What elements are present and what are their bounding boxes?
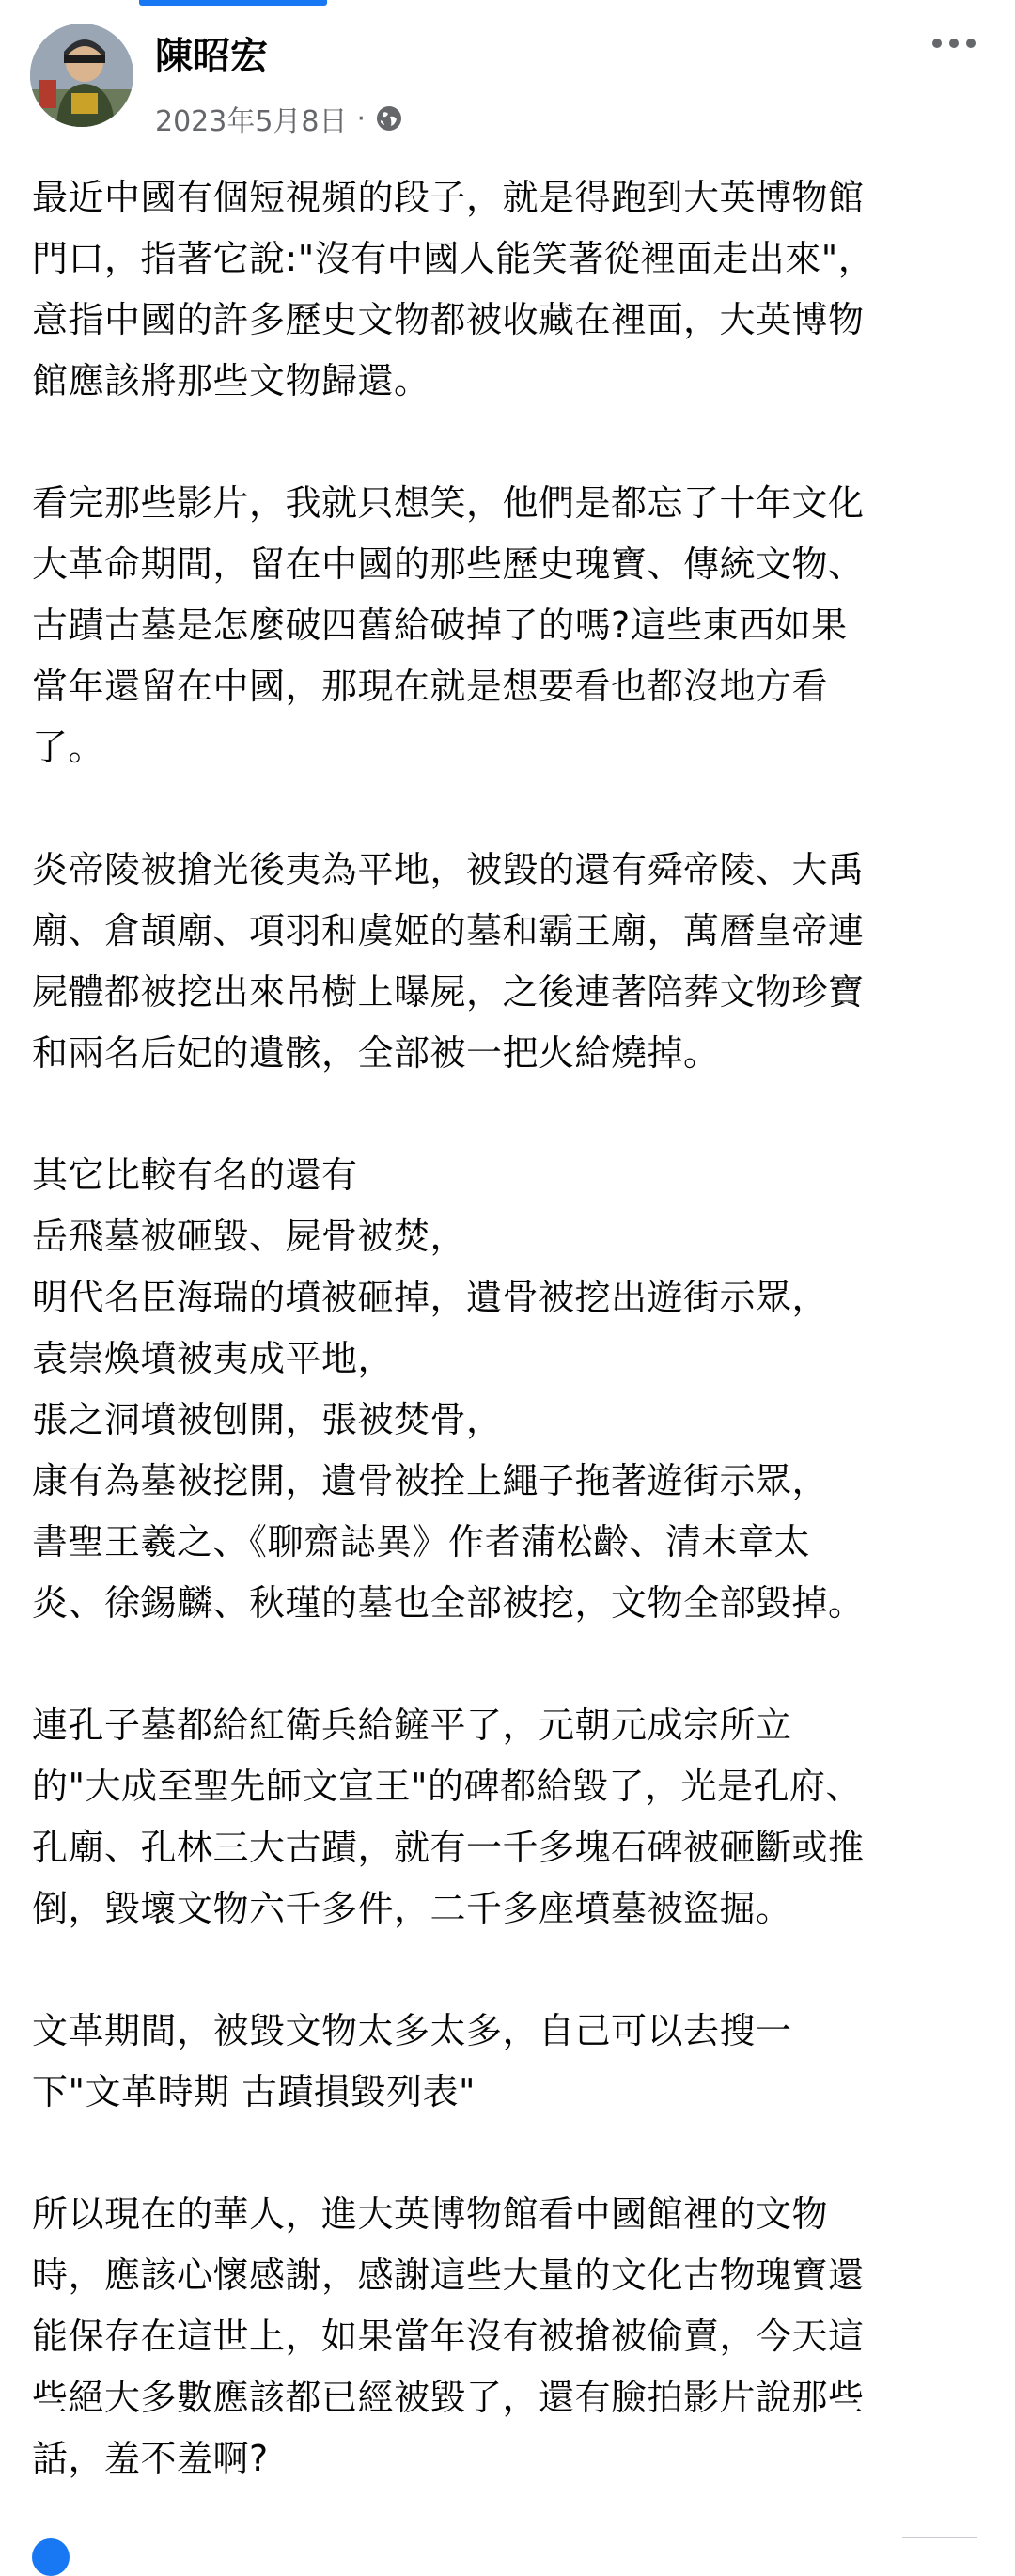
text-line: 廟、倉頡廟、項羽和虞姬的墓和霸王廟，萬曆皇帝連	[32, 910, 865, 951]
text-line: 門口，指著它說:"沒有中國人能笑著從裡面走出來"，	[32, 238, 875, 279]
text-line: 康有為墓被挖開，遺骨被拴上繩子拖著遊街示眾，	[32, 1460, 829, 1501]
post-paragraph	[32, 2001, 991, 2123]
text-line: 館應該將那些文物歸還。	[32, 360, 430, 401]
text-line: 其它比較有名的還有	[32, 1154, 358, 1196]
more-options-dot	[966, 39, 976, 48]
post-paragraph	[32, 1695, 991, 1940]
text-line: 下"文革時期 古蹟損毀列表"	[32, 2071, 476, 2113]
post-paragraph	[32, 167, 991, 412]
text-line: 屍體都被挖出來吊樹上曝屍，之後連著陪葬文物珍寶	[32, 971, 865, 1013]
text-line: 話，羞不羞啊?	[32, 2438, 269, 2479]
post-date[interactable]: 2023年5月8日	[155, 105, 348, 138]
text-line: 袁崇煥墳被夷成平地，	[32, 1338, 395, 1379]
text-line: 最近中國有個短視頻的段子，就是得跑到大英博物館	[32, 177, 865, 218]
avatar-image	[30, 24, 133, 127]
text-line: 意指中國的許多歷史文物都被收藏在裡面，大英博物	[32, 299, 865, 340]
text-line: 能保存在這世上，如果當年沒有被搶被偷賣，今天這	[32, 2316, 865, 2357]
text-line: 倒，毀壞文物六千多件，二千多座墳墓被盜掘。	[32, 1888, 792, 1929]
post-header	[0, 0, 1015, 150]
footer-divider	[902, 2537, 977, 2546]
meta-separator: ·	[356, 102, 367, 135]
text-line: 的"大成至聖先師文宣王"的碑都給毀了，光是孔府、	[32, 1766, 862, 1807]
post-footer	[0, 2529, 1015, 2554]
more-options-dot	[949, 39, 959, 48]
text-line: 炎、徐錫麟、秋瑾的墓也全部被挖，文物全部毀掉。	[32, 1582, 865, 1624]
text-line: 岳飛墓被砸毀、屍骨被焚，	[32, 1216, 467, 1257]
post-text	[32, 167, 991, 2551]
author-name[interactable]: 陳昭宏	[155, 35, 268, 78]
text-line: 和兩名后妃的遺骸，全部被一把火給燒掉。	[32, 1032, 720, 1074]
post-meta	[155, 100, 403, 137]
text-line: 了。	[32, 727, 105, 768]
like-reaction-icon[interactable]	[32, 2538, 70, 2576]
text-line: 文革期間，被毀文物太多太多，自己可以去搜一	[32, 2010, 792, 2051]
text-line: 孔廟、孔林三大古蹟，就有一千多塊石碑被砸斷或推	[32, 1827, 865, 1868]
more-options-icon	[932, 39, 942, 48]
text-line: 看完那些影片，我就只想笑，他們是都忘了十年文化	[32, 482, 865, 524]
text-line: 大革命期間，留在中國的那些歷史瑰寶、傳統文物、	[32, 543, 865, 585]
text-line: 明代名臣海瑞的墳被砸掉，遺骨被挖出遊街示眾，	[32, 1277, 829, 1318]
text-line: 當年還留在中國，那現在就是想要看也都沒地方看	[32, 666, 829, 707]
post-paragraph	[32, 473, 991, 778]
text-line: 書聖王羲之、《聊齋誌異》作者蒲松齡、清末章太	[32, 1521, 811, 1563]
post-paragraph	[32, 2184, 991, 2490]
text-line: 連孔子墓都給紅衛兵給鏟平了，元朝元成宗所立	[32, 1704, 792, 1746]
text-line: 張之洞墳被刨開，張被焚骨，	[32, 1399, 503, 1440]
post-paragraph	[32, 1145, 991, 1634]
text-line: 時，應該心懷感謝，感謝這些大量的文化古物瑰寶還	[32, 2254, 865, 2296]
more-options-button[interactable]	[921, 24, 987, 62]
text-line: 所以現在的華人，進大英博物館看中國館裡的文物	[32, 2193, 829, 2235]
avatar[interactable]	[30, 24, 133, 127]
text-line: 古蹟古墓是怎麼破四舊給破掉了的嗎?這些東西如果	[32, 605, 848, 646]
text-line: 炎帝陵被搶光後夷為平地，被毀的還有舜帝陵、大禹	[32, 849, 865, 890]
text-line: 些絕大多數應該都已經被毀了，還有臉拍影片說那些	[32, 2377, 865, 2418]
post-paragraph	[32, 840, 991, 1084]
globe-icon	[375, 104, 403, 133]
